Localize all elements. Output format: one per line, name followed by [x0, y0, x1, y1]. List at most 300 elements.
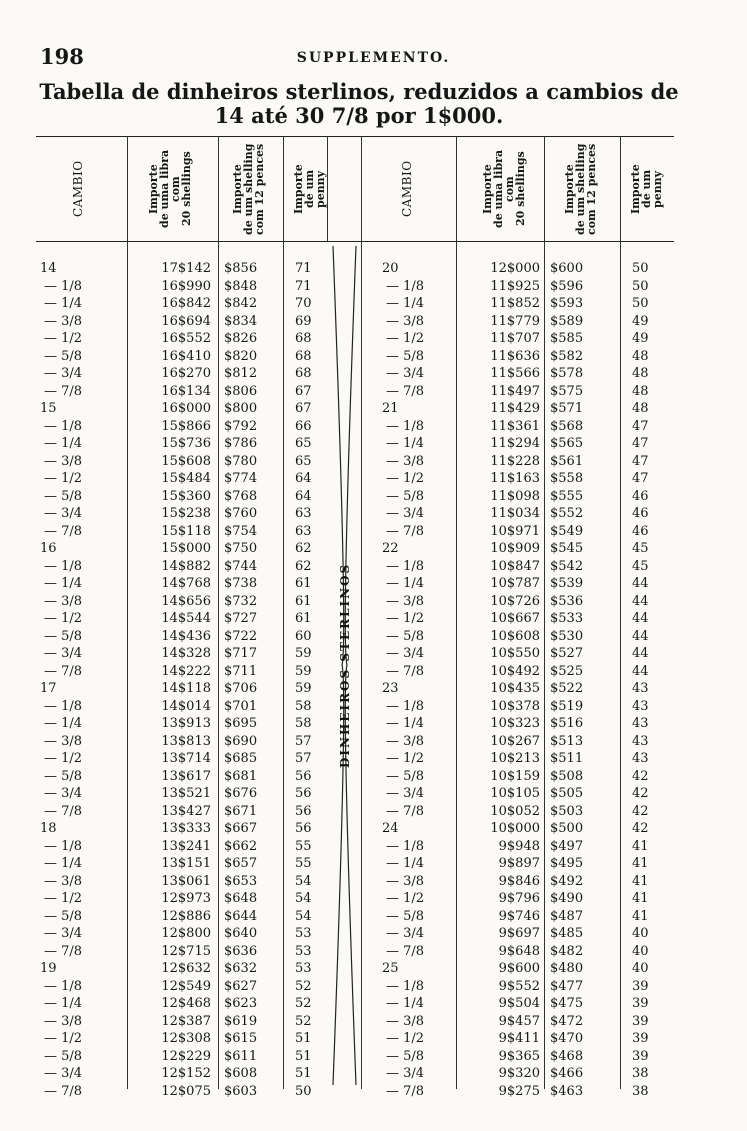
shilling-value: $627	[224, 978, 258, 994]
header-pound-left: Importe de uma libra com 20 shellings	[147, 149, 193, 229]
cambio-value: — 3/4	[44, 366, 83, 381]
pound-value: 9$275	[498, 1083, 540, 1099]
penny-value: 64	[295, 471, 312, 486]
shilling-value: $505	[550, 786, 584, 801]
pound-value: 10$213	[490, 751, 540, 766]
cambio-value: 20	[382, 261, 399, 276]
penny-value: 46	[632, 488, 649, 504]
shilling-value: $744	[224, 558, 258, 574]
cambio-value: — 3/4	[44, 506, 83, 521]
cambio-value: — 3/8	[386, 593, 425, 609]
penny-value: 52	[295, 996, 312, 1011]
penny-value: 43	[632, 733, 649, 749]
pound-value: 9$948	[498, 838, 540, 854]
cambio-value: 18	[40, 821, 57, 836]
penny-value: 41	[632, 891, 649, 906]
shilling-value: $519	[550, 698, 584, 714]
shilling-value: $500	[550, 821, 584, 836]
cambio-value: — 3/8	[386, 313, 425, 329]
shilling-value: $786	[224, 436, 258, 451]
penny-value: 58	[295, 698, 312, 714]
cambio-value: — 1/2	[44, 891, 83, 906]
pound-value: 11$566	[490, 366, 540, 381]
pound-value: 11$098	[490, 488, 540, 504]
penny-value: 45	[632, 558, 649, 574]
penny-value: 54	[295, 908, 312, 924]
pound-value: 9$796	[498, 891, 540, 906]
pound-value: 12$549	[161, 978, 211, 994]
penny-value: 53	[295, 961, 312, 976]
penny-value: 67	[295, 383, 312, 399]
pound-value: 9$320	[498, 1066, 540, 1081]
cambio-value: — 3/8	[44, 1013, 83, 1029]
cambio-value: 21	[382, 401, 399, 416]
pound-value: 11$034	[490, 506, 540, 521]
shilling-value: $732	[224, 593, 258, 609]
penny-value: 58	[295, 716, 312, 731]
penny-value: 43	[632, 716, 649, 731]
penny-value: 50	[632, 296, 649, 311]
penny-value: 59	[295, 681, 312, 696]
pound-value: 9$746	[498, 908, 540, 924]
cambio-value: — 3/8	[44, 733, 83, 749]
cambio-value: 14	[40, 261, 57, 276]
pound-value: 15$000	[161, 541, 211, 556]
cambio-value: — 3/4	[386, 646, 425, 661]
cambio-value: — 1/2	[386, 331, 425, 346]
shilling-value: $492	[550, 873, 584, 889]
shilling-value: $525	[550, 663, 584, 679]
shilling-value: $463	[550, 1083, 584, 1099]
header-shilling-left: Importe de um shelling com 12 pences	[231, 143, 266, 235]
cambio-value: — 1/4	[44, 856, 83, 871]
pound-value: 10$492	[490, 663, 540, 679]
pound-value: 13$913	[161, 716, 211, 731]
penny-value: 63	[295, 506, 312, 521]
pound-value: 16$842	[161, 296, 211, 311]
penny-value: 41	[632, 838, 649, 854]
penny-value: 39	[632, 1048, 649, 1064]
shilling-value: $619	[224, 1013, 258, 1029]
cambio-value: — 1/8	[44, 978, 83, 994]
cambio-value: 17	[40, 681, 57, 696]
cambio-value: — 1/2	[44, 751, 83, 766]
pound-value: 15$736	[161, 436, 211, 451]
penny-value: 48	[632, 348, 649, 364]
penny-value: 44	[632, 628, 649, 644]
shilling-value: $511	[550, 751, 584, 766]
pound-value: 13$333	[161, 821, 211, 836]
cambio-value: — 3/4	[44, 786, 83, 801]
shilling-value: $497	[550, 838, 584, 854]
shilling-value: $611	[224, 1048, 258, 1064]
pound-value: 13$521	[161, 786, 211, 801]
pound-value: 12$152	[161, 1066, 211, 1081]
pound-value: 10$159	[490, 768, 540, 784]
pound-value: 11$163	[490, 471, 540, 486]
pound-value: 15$238	[161, 506, 211, 521]
cambio-value: — 5/8	[386, 488, 425, 504]
pound-value: 9$697	[498, 926, 540, 941]
shilling-value: $842	[224, 296, 258, 311]
cambio-value: — 7/8	[44, 663, 83, 679]
shilling-value: $549	[550, 523, 584, 539]
penny-value: 56	[295, 803, 312, 819]
cambio-value: — 3/4	[386, 1066, 425, 1081]
col-divider	[620, 136, 621, 1089]
shilling-value: $780	[224, 453, 258, 469]
penny-value: 71	[295, 261, 312, 276]
shilling-value: $750	[224, 541, 258, 556]
penny-value: 71	[295, 278, 312, 294]
pound-value: 11$228	[490, 453, 540, 469]
pound-value: 13$427	[161, 803, 211, 819]
shilling-value: $536	[550, 593, 584, 609]
cambio-value: 19	[40, 961, 57, 976]
shilling-value: $582	[550, 348, 584, 364]
penny-value: 61	[295, 593, 312, 609]
pound-value: 14$118	[161, 681, 211, 696]
penny-value: 47	[632, 436, 649, 451]
cambio-value: — 7/8	[386, 383, 425, 399]
cambio-value: — 3/4	[386, 786, 425, 801]
cambio-value: — 1/2	[44, 611, 83, 626]
pound-value: 11$294	[490, 436, 540, 451]
pound-value: 13$061	[161, 873, 211, 889]
shilling-value: $561	[550, 453, 584, 469]
shilling-value: $490	[550, 891, 584, 906]
shilling-value: $774	[224, 471, 258, 486]
penny-value: 70	[295, 296, 312, 311]
penny-value: 57	[295, 733, 312, 749]
shilling-value: $648	[224, 891, 258, 906]
penny-value: 40	[632, 961, 649, 976]
cambio-value: — 5/8	[386, 1048, 425, 1064]
penny-value: 43	[632, 751, 649, 766]
cambio-value: — 5/8	[44, 628, 83, 644]
penny-value: 44	[632, 646, 649, 661]
pound-value: 9$411	[498, 1031, 540, 1046]
pound-value: 13$617	[161, 768, 211, 784]
spine-label: DINHEIROS STERLINOS	[338, 562, 352, 768]
cambio-value: — 1/4	[44, 716, 83, 731]
pound-value: 12$468	[161, 996, 211, 1011]
penny-value: 50	[632, 261, 649, 276]
pound-value: 13$151	[161, 856, 211, 871]
shilling-value: $727	[224, 611, 258, 626]
cambio-value: — 5/8	[386, 908, 425, 924]
cambio-value: — 1/8	[386, 838, 425, 854]
shilling-value: $565	[550, 436, 584, 451]
penny-value: 47	[632, 471, 649, 486]
page-title: Tabella de dinheiros sterlinos, reduzidos a cambios de 14 até 30 7/8 por 1$000.	[39, 79, 679, 128]
penny-value: 57	[295, 751, 312, 766]
cambio-value: — 5/8	[44, 348, 83, 364]
cambio-value: 22	[382, 541, 399, 556]
exchange-table	[36, 136, 674, 1099]
pound-value: 16$990	[161, 278, 211, 294]
penny-value: 39	[632, 978, 649, 994]
pound-value: 14$436	[161, 628, 211, 644]
shilling-value: $754	[224, 523, 258, 539]
penny-value: 40	[632, 926, 649, 941]
cambio-value: — 3/4	[44, 1066, 83, 1081]
shilling-value: $475	[550, 996, 584, 1011]
penny-value: 50	[632, 278, 649, 294]
pound-value: 16$270	[161, 366, 211, 381]
col-divider	[361, 136, 362, 1089]
penny-value: 61	[295, 611, 312, 626]
pound-value: 9$600	[498, 961, 540, 976]
cambio-value: — 3/8	[44, 313, 83, 329]
shilling-value: $571	[550, 401, 584, 416]
penny-value: 55	[295, 838, 312, 854]
cambio-value: — 7/8	[44, 383, 83, 399]
pound-value: 16$000	[161, 401, 211, 416]
penny-value: 38	[632, 1066, 649, 1081]
pound-value: 12$632	[161, 961, 211, 976]
penny-value: 56	[295, 768, 312, 784]
shilling-value: $760	[224, 506, 258, 521]
cambio-value: — 1/8	[44, 558, 83, 574]
pound-value: 16$552	[161, 331, 211, 346]
pound-value: 10$550	[490, 646, 540, 661]
cambio-value: — 1/4	[386, 856, 425, 871]
col-divider	[327, 136, 328, 241]
penny-value: 41	[632, 856, 649, 871]
shilling-value: $468	[550, 1048, 584, 1064]
pound-value: 17$142	[161, 261, 211, 276]
shilling-value: $695	[224, 716, 258, 731]
pound-value: 14$328	[161, 646, 211, 661]
cambio-value: — 5/8	[44, 768, 83, 784]
pound-value: 12$387	[161, 1013, 211, 1029]
pound-value: 15$866	[161, 418, 211, 434]
shilling-value: $826	[224, 331, 258, 346]
cambio-value: — 1/2	[386, 891, 425, 906]
shilling-value: $522	[550, 681, 584, 696]
pound-value: 9$552	[498, 978, 540, 994]
cambio-value: — 1/4	[386, 716, 425, 731]
pound-value: 15$118	[161, 523, 211, 539]
penny-value: 39	[632, 996, 649, 1011]
pound-value: 10$323	[490, 716, 540, 731]
pound-value: 12$715	[161, 943, 211, 959]
cambio-value: — 1/8	[44, 278, 83, 294]
penny-value: 66	[295, 418, 312, 434]
penny-value: 42	[632, 803, 649, 819]
pound-value: 10$267	[490, 733, 540, 749]
shilling-value: $539	[550, 576, 584, 591]
cambio-value: — 7/8	[44, 803, 83, 819]
cambio-value: — 5/8	[44, 908, 83, 924]
penny-value: 61	[295, 576, 312, 591]
cambio-value: — 1/4	[386, 576, 425, 591]
pound-value: 10$000	[490, 821, 540, 836]
pound-value: 11$361	[490, 418, 540, 434]
header-pound-right: Importe de uma libra com 20 shellings	[481, 149, 527, 229]
shilling-value: $653	[224, 873, 258, 889]
shilling-value: $667	[224, 821, 258, 836]
cambio-value: — 1/8	[386, 698, 425, 714]
pound-value: 14$222	[161, 663, 211, 679]
pound-value: 10$378	[490, 698, 540, 714]
penny-value: 42	[632, 821, 649, 836]
cambio-value: — 7/8	[386, 663, 425, 679]
pound-value: 13$714	[161, 751, 211, 766]
shilling-value: $848	[224, 278, 258, 294]
cambio-value: — 1/8	[386, 418, 425, 434]
penny-value: 45	[632, 541, 649, 556]
pound-value: 13$813	[161, 733, 211, 749]
pound-value: 11$707	[490, 331, 540, 346]
header-penny-right: Importe de um penny	[629, 164, 664, 214]
cambio-value: — 7/8	[44, 1083, 83, 1099]
penny-value: 50	[295, 1083, 312, 1099]
cambio-value: — 1/2	[44, 1031, 83, 1046]
shilling-value: $527	[550, 646, 584, 661]
pound-value: 12$973	[161, 891, 211, 906]
cambio-value: — 1/8	[44, 418, 83, 434]
cambio-value: — 1/8	[386, 278, 425, 294]
shilling-value: $671	[224, 803, 258, 819]
penny-value: 41	[632, 908, 649, 924]
shilling-value: $466	[550, 1066, 584, 1081]
cambio-value: — 1/2	[44, 471, 83, 486]
cambio-value: — 5/8	[44, 1048, 83, 1064]
cambio-value: — 1/4	[44, 996, 83, 1011]
penny-value: 44	[632, 611, 649, 626]
cambio-value: — 1/4	[386, 296, 425, 311]
shilling-value: $545	[550, 541, 584, 556]
pound-value: 9$365	[498, 1048, 540, 1064]
shilling-value: $603	[224, 1083, 258, 1099]
pound-value: 11$925	[490, 278, 540, 294]
pound-value: 15$608	[161, 453, 211, 469]
pound-value: 10$847	[490, 558, 540, 574]
pound-value: 11$497	[490, 383, 540, 399]
cambio-value: — 3/8	[386, 733, 425, 749]
shilling-value: $552	[550, 506, 584, 521]
cambio-value: — 1/8	[44, 698, 83, 714]
cambio-value: — 7/8	[386, 943, 425, 959]
pound-value: 10$105	[490, 786, 540, 801]
table-top-rule	[36, 136, 674, 137]
penny-value: 43	[632, 681, 649, 696]
pound-value: 10$971	[490, 523, 540, 539]
shilling-value: $503	[550, 803, 584, 819]
cambio-value: — 3/8	[386, 453, 425, 469]
pound-value: 9$504	[498, 996, 540, 1011]
penny-value: 51	[295, 1066, 312, 1081]
shilling-value: $555	[550, 488, 584, 504]
shilling-value: $513	[550, 733, 584, 749]
cambio-value: — 1/2	[44, 331, 83, 346]
pound-value: 15$360	[161, 488, 211, 504]
col-divider	[456, 136, 457, 1089]
cambio-value: — 3/4	[386, 506, 425, 521]
penny-value: 51	[295, 1031, 312, 1046]
cambio-value: — 1/2	[386, 471, 425, 486]
pound-value: 13$241	[161, 838, 211, 854]
shilling-value: $487	[550, 908, 584, 924]
cambio-value: — 5/8	[386, 348, 425, 364]
shilling-value: $516	[550, 716, 584, 731]
cambio-value: — 1/4	[44, 296, 83, 311]
shilling-value: $681	[224, 768, 258, 784]
shilling-value: $738	[224, 576, 258, 591]
col-divider	[544, 136, 545, 1089]
shilling-value: $470	[550, 1031, 584, 1046]
penny-value: 48	[632, 401, 649, 416]
penny-value: 62	[295, 558, 312, 574]
shilling-value: $834	[224, 313, 258, 329]
penny-value: 48	[632, 383, 649, 399]
penny-value: 67	[295, 401, 312, 416]
shilling-value: $800	[224, 401, 258, 416]
cambio-value: — 1/4	[386, 436, 425, 451]
penny-value: 52	[295, 978, 312, 994]
shilling-value: $706	[224, 681, 258, 696]
shilling-value: $676	[224, 786, 258, 801]
shilling-value: $711	[224, 663, 258, 679]
header-penny-left: Importe de um penny	[292, 164, 327, 214]
cambio-value: — 7/8	[386, 803, 425, 819]
cambio-value: — 3/4	[386, 926, 425, 941]
header-shilling-right: Importe de um shelling com 12 pences	[563, 143, 598, 235]
pound-value: 12$075	[161, 1083, 211, 1099]
cambio-value: — 1/2	[386, 751, 425, 766]
cambio-value: — 3/8	[386, 1013, 425, 1029]
shilling-value: $644	[224, 908, 258, 924]
shilling-value: $615	[224, 1031, 258, 1046]
page-number: 198	[40, 44, 84, 69]
shilling-value: $768	[224, 488, 258, 504]
shilling-value: $623	[224, 996, 258, 1011]
pound-value: 16$694	[161, 313, 211, 329]
penny-value: 68	[295, 331, 312, 346]
penny-value: 65	[295, 453, 312, 469]
penny-value: 47	[632, 418, 649, 434]
penny-value: 43	[632, 698, 649, 714]
penny-value: 47	[632, 453, 649, 469]
penny-value: 59	[295, 646, 312, 661]
pound-value: 11$636	[490, 348, 540, 364]
cambio-value: — 1/8	[44, 838, 83, 854]
pound-value: 10$787	[490, 576, 540, 591]
shilling-value: $685	[224, 751, 258, 766]
penny-value: 53	[295, 943, 312, 959]
shilling-value: $568	[550, 418, 584, 434]
penny-value: 52	[295, 1013, 312, 1029]
penny-value: 62	[295, 541, 312, 556]
cambio-value: — 3/8	[386, 873, 425, 889]
shilling-value: $812	[224, 366, 258, 381]
cambio-value: — 5/8	[44, 488, 83, 504]
header-cambio-right: CAMBIO	[400, 160, 414, 218]
header-cambio-left: CAMBIO	[71, 160, 85, 218]
penny-value: 56	[295, 821, 312, 836]
col-divider	[283, 136, 284, 1089]
col-divider	[218, 136, 219, 1089]
shilling-value: $690	[224, 733, 258, 749]
cambio-value: — 7/8	[386, 1083, 425, 1099]
penny-value: 60	[295, 628, 312, 644]
cambio-value: — 1/4	[386, 996, 425, 1011]
cambio-value: — 3/8	[44, 453, 83, 469]
shilling-value: $600	[550, 261, 584, 276]
shilling-value: $593	[550, 296, 584, 311]
